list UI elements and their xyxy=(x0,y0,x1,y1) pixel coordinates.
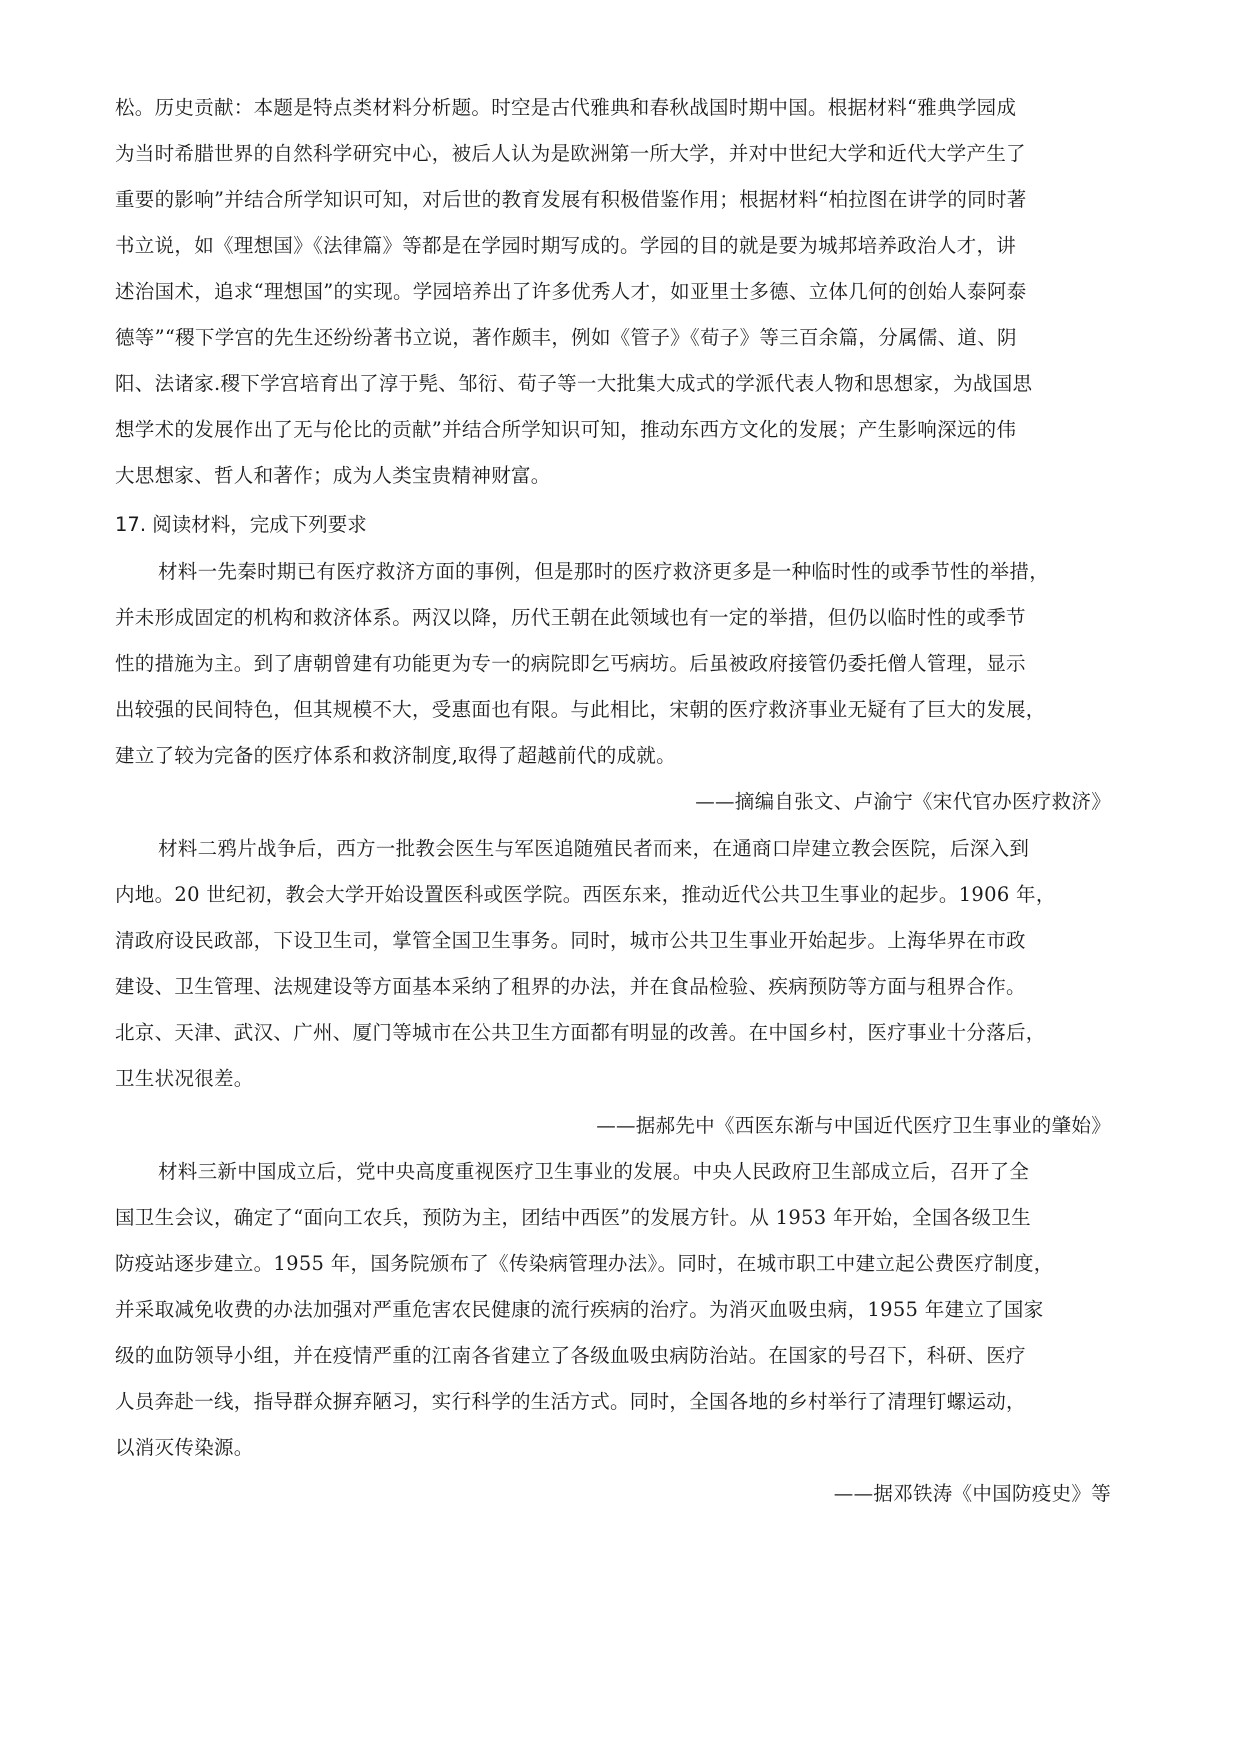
material1-line: 材料一先秦时期已有医疗救济方面的事例，但是那时的医疗救济更多是一种临时性的或季节性的举措， xyxy=(158,560,1050,583)
material3-line: 人员奔赴一线，指导群众摒弃陋习，实行科学的生活方式。同时，全国各地的乡村举行了清理钉螺运动， xyxy=(115,1390,1026,1413)
analysis-line: 重要的影响”并结合所学知识可知，对后世的教育发展有积极借鉴作用；根据材料“柏拉图在讲学的同时著 xyxy=(115,188,1027,211)
material2-line: 北京、天津、武汉、广州、厦门等城市在公共卫生方面都有明显的改善。在中国乡村，医疗事业十分落后， xyxy=(115,1021,1046,1044)
material2-source: ——据郝先中《西医东渐与中国近代医疗卫生事业的肇始》 xyxy=(596,1114,1111,1137)
material3-line: 防疫站逐步建立。1955 年，国务院颁布了《传染病管理办法》。同时，在城市职工中建立起公费医疗制度， xyxy=(115,1252,1054,1275)
material3-line: 国卫生会议，确定了“面向工农兵，预防为主，团结中西医”的发展方针。从 1953 年开始，全国各级卫生 xyxy=(115,1206,1031,1229)
analysis-line: 德等”“稷下学宫的先生还纷纷著书立说，著作颇丰，例如《管子》《荀子》等三百余篇，分属儒、道、阴 xyxy=(115,326,1017,349)
analysis-line: 阳、法诸家.稷下学宫培育出了淳于髡、邹衍、荀子等一大批集大成式的学派代表人物和思想家，为战国思 xyxy=(115,372,1033,395)
material3-line: 并采取减免收费的办法加强对严重危害农民健康的流行疾病的治疗。为消灭血吸虫病，1955 年建立了国家 xyxy=(115,1298,1044,1321)
question-title: 17. 阅读材料，完成下列要求 xyxy=(115,513,367,536)
material1-line: 并未形成固定的机构和救济体系。两汉以降，历代王朝在此领域也有一定的举措，但仍以临时性的或季节 xyxy=(115,606,1026,629)
material2-line: 卫生状况很差。 xyxy=(115,1067,254,1090)
analysis-line: 松。历史贡献：本题是特点类材料分析题。时空是古代雅典和春秋战国时期中国。根据材料“雅典学园成 xyxy=(115,96,1017,119)
material1-source: ——摘编自张文、卢渝宁《宋代官办医疗救济》 xyxy=(695,790,1111,813)
analysis-line: 想学术的发展作出了无与伦比的贡献”并结合所学知识可知，推动东西方文化的发展；产生影响深远的伟 xyxy=(115,418,1017,441)
material3-line: 材料三新中国成立后，党中央高度重视医疗卫生事业的发展。中央人民政府卫生部成立后，召开了全 xyxy=(158,1160,1030,1183)
analysis-line: 为当时希腊世界的自然科学研究中心，被后人认为是欧洲第一所大学，并对中世纪大学和近代大学产生了 xyxy=(115,142,1026,165)
material1-line: 建立了较为完备的医疗体系和救济制度,取得了超越前代的成就。 xyxy=(115,744,676,767)
material3-line: 级的血防领导小组，并在疫情严重的江南各省建立了各级血吸虫病防治站。在国家的号召下，科研、医疗 xyxy=(115,1344,1026,1367)
material2-line: 建设、卫生管理、法规建设等方面基本采纳了租界的办法，并在食品检验、疾病预防等方面与租界合作。 xyxy=(115,975,1026,998)
material1-line: 性的措施为主。到了唐朝曾建有功能更为专一的病院即乞丐病坊。后虽被政府接管仍委托僧人管理，显示 xyxy=(115,652,1026,675)
material2-line: 内地。20 世纪初，教会大学开始设置医科或医学院。西医东来，推动近代公共卫生事业的起步。1906 年， xyxy=(115,883,1056,906)
material3-line: 以消灭传染源。 xyxy=(115,1436,254,1459)
analysis-line: 述治国术，追求“理想国”的实现。学园培养出了许多优秀人才，如亚里士多德、立体几何的创始人泰阿泰 xyxy=(115,280,1027,303)
material3-source: ——据邓铁涛《中国防疫史》等 xyxy=(833,1482,1111,1505)
analysis-line: 大思想家、哲人和著作；成为人类宝贵精神财富。 xyxy=(115,464,551,487)
material2-line: 清政府设民政部，下设卫生司，掌管全国卫生事务。同时，城市公共卫生事业开始起步。上海华界在市政 xyxy=(115,929,1026,952)
material2-line: 材料二鸦片战争后，西方一批教会医生与军医追随殖民者而来，在通商口岸建立教会医院，后深入到 xyxy=(158,837,1030,860)
analysis-line: 书立说，如《理想国》《法律篇》等都是在学园时期写成的。学园的目的就是要为城邦培养政治人才，讲 xyxy=(115,234,1017,257)
material1-line: 出较强的民间特色，但其规模不大，受惠面也有限。与此相比，宋朝的医疗救济事业无疑有了巨大的发展， xyxy=(115,698,1046,721)
